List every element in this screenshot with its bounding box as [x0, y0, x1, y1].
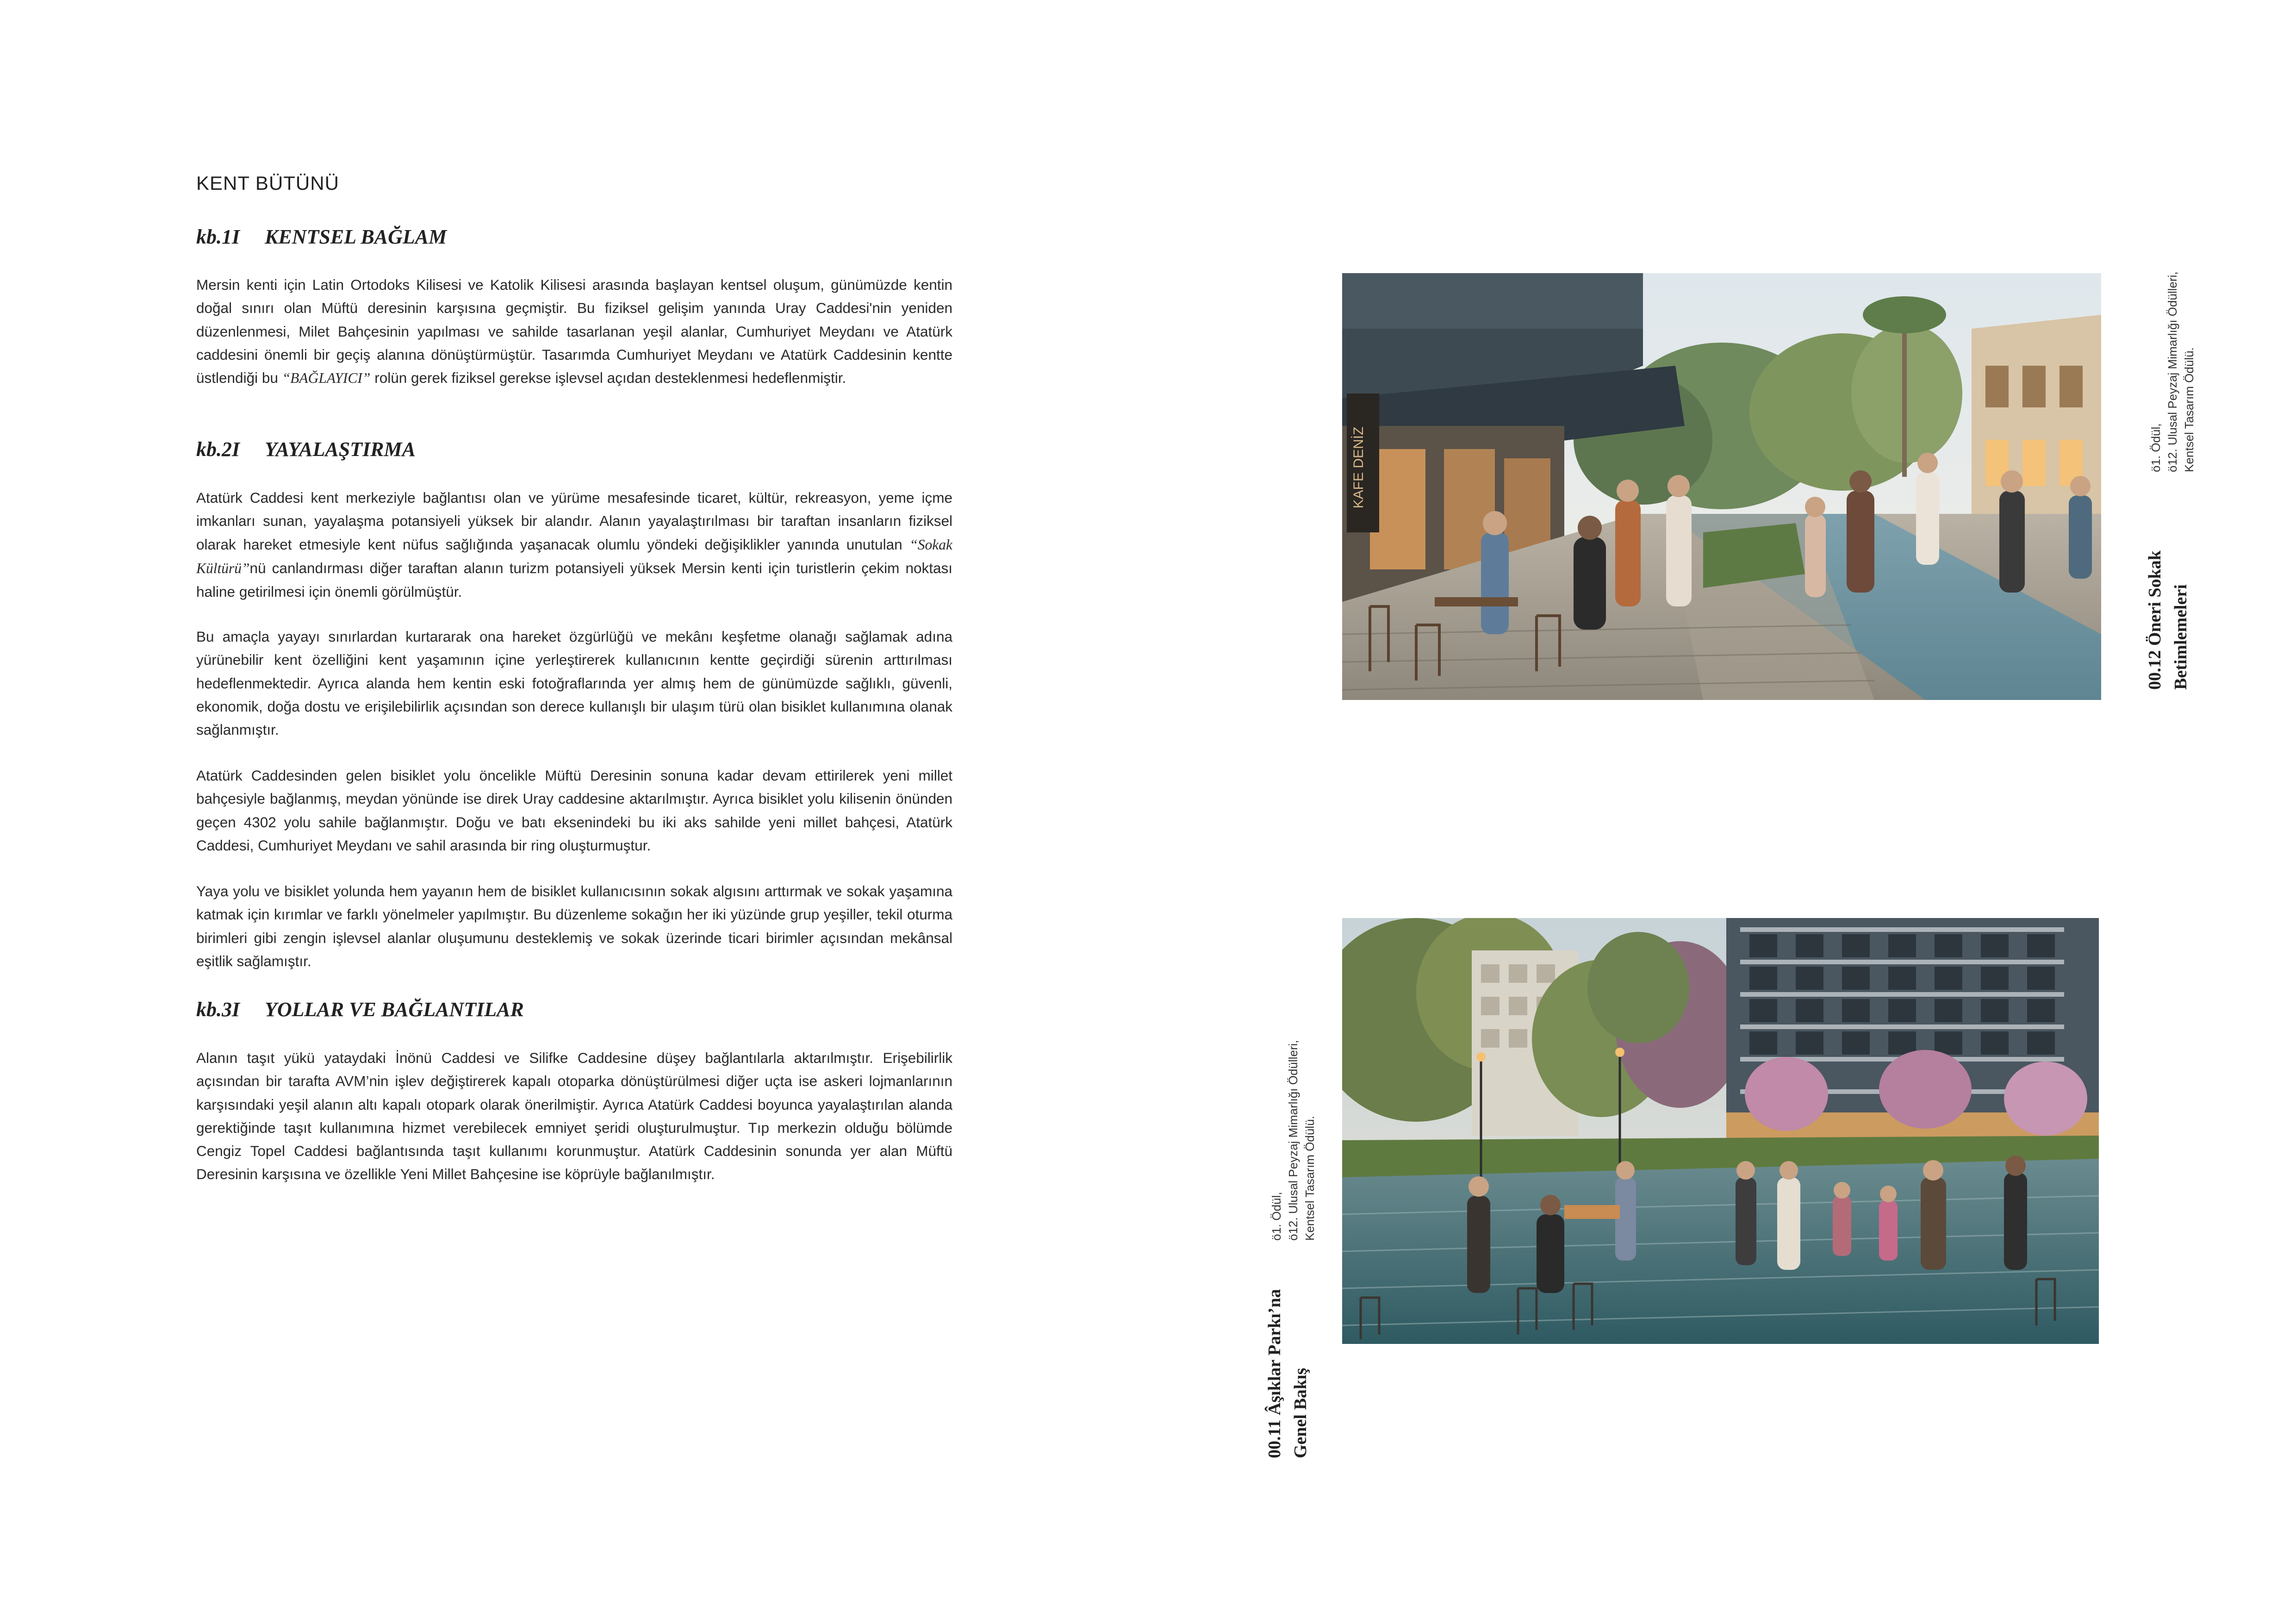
figure-title-park: 00.11 Âşıklar Parkı’na Genel Bakış [1265, 1289, 1310, 1458]
section-number: kb.1I [196, 225, 240, 248]
park-render-image [1342, 918, 2099, 1344]
street-render-illustration [1342, 273, 2101, 700]
section-label: KENT BÜTÜNÜ [196, 172, 339, 194]
paragraph: Yaya yolu ve bisiklet yolunda hem yayanın hem de bisiklet kullanıcısının sokak algısını arttırmak ve sokak yaşamına katmak için kırımlar ve farklı yönelmeler yapılmıştır. Bu düzenleme sokağın her iki yüzünde grup yeşiller, tekil oturma birimleri gibi zengin işlevsel alanlar oluşumunu desteklemiş ve sokak üzerinde ticari birimler açısından mekânsal eşitlik sağlamıştır. [196, 883, 952, 969]
paragraph: Alanın taşıt yükü yataydaki İnönü Caddesi ve Silifke Caddesine düşey bağlantılarla aktarılmıştır. Erişebilirlik açısından bir tarafta AVM’nin işlev değiştirerek kapalı otoparka dönüştürülmesi diğer uçta ise askeri lojmanlarının karşısındaki yeşil alanın altı kapalı otopark olarak önerilmiştir. Ayrıca Atatürk Caddesi boyunca yayalaştırılan alanda gerektiğinde taşıt kullanımına hizmet verebilecek emniyet şeridi oluşturulmuştur. Tıp merkezin olduğu bölümde Cengiz Topel Caddesi bağlantısında taşıt kullanımı korunmuştur. Atatürk Caddesinin sonunda yer alan Müftü Deresinin karşısına ve özellikle Yeni Millet Bahçesine ise köprüyle bağlanılmıştır. [196, 1049, 952, 1183]
paragraph: Bu amaçla yayayı sınırlardan kurtararak ona hareket özgürlüğü ve mekânı keşfetme olanağı sağlamak adına yürünebilir kent özelliğini kent yaşamının içine yerleştirerek kullanıcının kentte geçirdiği sürenin arttırılması hedeflenmektedir. Ayrıca alanda hem kentin eski fotoğraflarında yer almış hem de günümüzde sağlıklı, güvenli, ekonomik, doğa dostu ve erişilebilirlik açısından son derece kullanışlı bir ulaşım türü olan bisiklet kullanımına olanak sağlanmıştır. [196, 628, 952, 738]
section-title: YOLLAR VE BAĞLANTILAR [265, 998, 524, 1021]
section-number: kb.2I [196, 438, 240, 461]
park-render-illustration [1342, 918, 2099, 1344]
paragraph: Atatürk Caddesi kent merkeziyle bağlantısı olan ve yürüme mesafesinde ticaret, kültür, rekreasyon, yeme içme imkanları sunan, yayalaşma potansiyeli yüksek bir alandır. Alanın yayalaştırılması bir taraftan insanların fiziksel olarak hareket etmesiyle kent nüfus sağlığında yaşanacak olumlu yöndeki değişiklikler yanında unutulan “Sokak Kültürü”nü canlandırması diğer taraftan alanın turizm potansiyeli yüksek Mersin kenti için turistlerin çekim noktası haline getirilmesi için önemli görülmüştür. [196, 489, 952, 600]
street-render-image [1342, 273, 2101, 700]
section-heading-3 [196, 998, 524, 1021]
section-title: YAYALAŞTIRMA [265, 438, 416, 461]
paragraph: Atatürk Caddesinden gelen bisiklet yolu öncelikle Müftü Deresinin sonuna kadar devam ettirilerek yeni millet bahçesiyle bağlanmış, meydan yönünde ise direk Uray caddesine aktarılmıştır. Ayrıca bisiklet yolu kilisenin önünden geçen 4302 yolu sahile bağlanmıştır. Doğu ve batı eksenindeki bu iki aks sahilde yeni millet bahçesi, Atatürk Caddesi, Cumhuriyet Meydanı ve sahil arasında bir ring oluşturmuştur. [196, 767, 952, 854]
section-heading-2 [196, 437, 416, 461]
figure-award-park: ö1. Ödül, ö12. Ulusal Peyzaj Mimarlığı Ödülleri, Kentsel Tasarım Ödülü. [1269, 1040, 1317, 1241]
paragraph: Mersin kenti için Latin Ortodoks Kilisesi ve Katolik Kilisesi arasında başlayan kentsel oluşum, günümüzde kentin doğal sınırı olan Müftü deresinin karşısına geçmiştir. Bu fiziksel gelişim yanında Uray Caddesi'nin yeniden düzenlenmesi, Milet Bahçesinin yapılması ve sahilde tasarlanan yeşil alanlar, Cumhuriyet Meydanı ve Atatürk caddesini önemli bir geçiş alanına dönüştürmüştür. Tasarımda Cumhuriyet Meydanı ve Atatürk Caddesinin kentte üstlendiği bu “BAĞLAYICI” rolün gerek fiziksel gerekse işlevsel açıdan desteklenmesi hedeflenmiştir. [196, 276, 952, 387]
section-title: KENTSEL BAĞLAM [265, 225, 447, 248]
section-heading-1 [196, 225, 447, 249]
section-number: kb.3I [196, 998, 240, 1021]
cafe-sign-text: KAFE DENİZ [1351, 426, 1366, 509]
figure-award-street: ö1. Ödül, ö12. Ulusal Peyzaj Mimarlığı Ödülleri, Kentsel Tasarım Ödülü. [2149, 271, 2196, 472]
figure-title-street: 00.12 Öneri Sokak Betimlemeleri [2145, 550, 2190, 690]
